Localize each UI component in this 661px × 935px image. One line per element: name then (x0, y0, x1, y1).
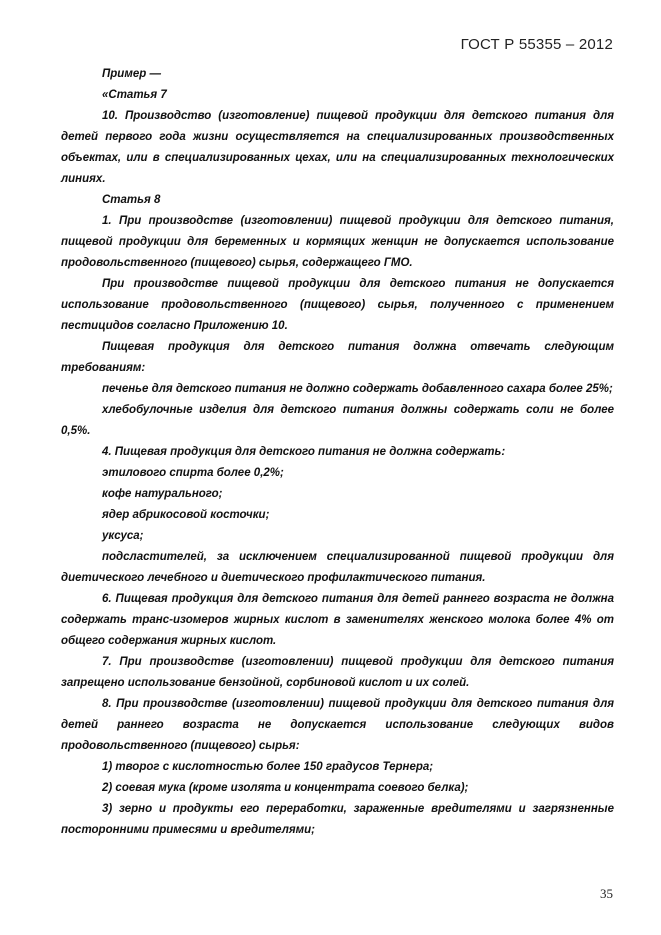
list-item: кофе натурального; (102, 488, 223, 500)
paragraph: 8. При производстве (изготовлении) пищевой продукции для детского питания для детей раннего возраста не допускается использование следующих видов продовольственного (пищевого) сырья: (61, 698, 614, 752)
document-header: ГОСТ Р 55355 – 2012 (460, 36, 613, 53)
list-item: 2) соевая мука (кроме изолята и концентрата соевого белка); (102, 782, 469, 794)
paragraph: 4. Пищевая продукция для детского питания не должна содержать: (102, 446, 506, 458)
list-item: подсластителей, за исключением специализированной пищевой продукции для диетического лечебного и диетического профилактического питания. (61, 551, 614, 584)
article-heading: «Статья 7 (102, 89, 167, 101)
document-body (61, 64, 614, 841)
list-item: ядер абрикосовой косточки; (102, 509, 270, 521)
page-number: 35 (600, 886, 613, 901)
list-item: печенье для детского питания не должно содержать добавленного сахара более 25%; (102, 383, 613, 395)
paragraph: 6. Пищевая продукция для детского питания для детей раннего возраста не должна содержать транс-изомеров жирных кислот в заменителях женского молока более 4% от общего содержания жирных кислот. (61, 593, 614, 647)
example-label: Пример — (102, 68, 161, 80)
list-item: 1) творог с кислотностью более 150 градусов Тернера; (102, 761, 434, 773)
list-item: хлебобулочные изделия для детского питания должны содержать соли не более 0,5%. (61, 404, 614, 437)
paragraph: 7. При производстве (изготовлении) пищевой продукции для детского питания запрещено использование бензойной, сорбиновой кислот и их солей. (61, 656, 614, 689)
article-heading: Статья 8 (102, 194, 161, 206)
list-item: 3) зерно и продукты его переработки, зараженные вредителями и загрязненные посторонними примесями и вредителями; (61, 803, 614, 836)
list-item: уксуса; (102, 530, 144, 542)
list-item: этилового спирта более 0,2%; (102, 467, 284, 479)
paragraph: 10. Производство (изготовление) пищевой продукции для детского питания для детей первого года жизни осуществляется на специализированных производственных объектах, или в специализированных цехах, или на специализированных технологических линиях. (61, 110, 614, 185)
paragraph: 1. При производстве (изготовлении) пищевой продукции для детского питания, пищевой продукции для беременных и кормящих женщин не допускается использование продовольственного (пищевого) сырья, содержащего ГМО. (61, 215, 614, 269)
paragraph: При производстве пищевой продукции для детского питания не допускается использование продовольственного (пищевого) сырья, полученного с применением пестицидов согласно Приложению 10. (61, 278, 614, 332)
paragraph: Пищевая продукция для детского питания должна отвечать следующим требованиям: (61, 341, 614, 374)
